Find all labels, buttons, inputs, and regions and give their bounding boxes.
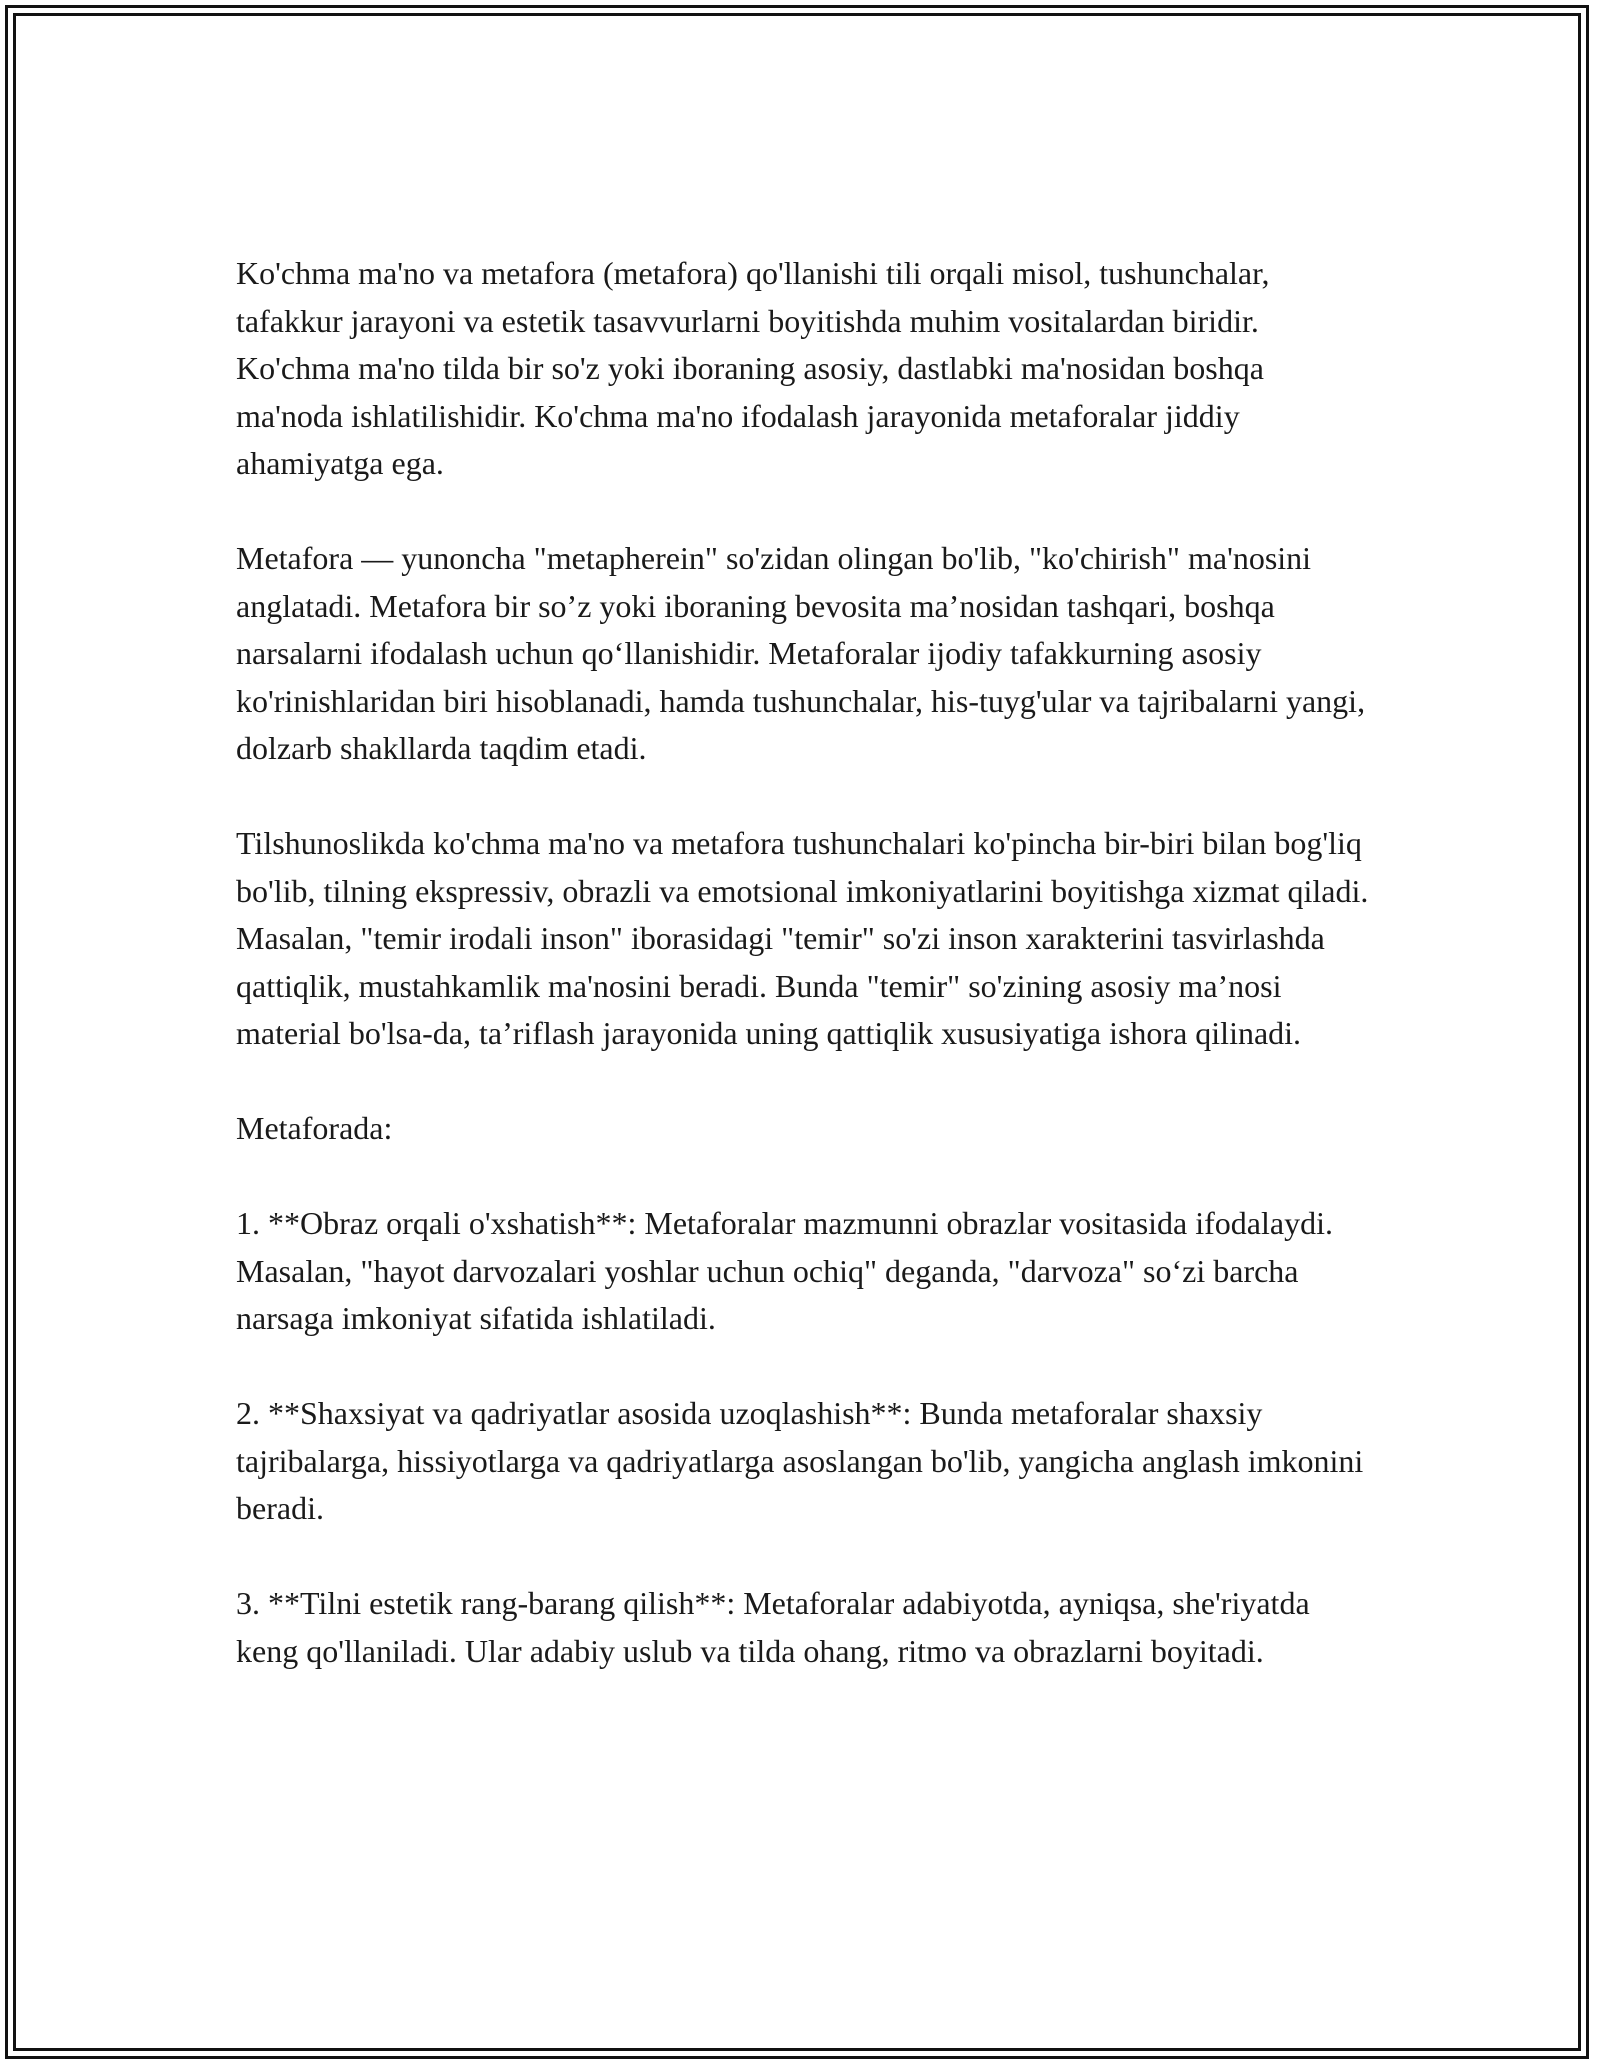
paragraph-list-heading: Metaforada:	[236, 1110, 393, 1146]
paragraph-intro: Ko'chma ma'no va metafora (metafora) qo'llanishi tili orqali misol, tushunchalar, tafakkur jarayoni va estetik tasavvurlarni boyitishda muhim vositalardan biridir. Ko'chma ma'no tilda bir so'z yoki iboraning asosiy, dastlabki ma'nosidan boshqa ma'noda ishlatilishidir. Ko'chma ma'no ifodalash jarayonida metaforalar jiddiy ahamiyatga ega.	[236, 255, 1270, 481]
list-item-2: 2. **Shaxsiyat va qadriyatlar asosida uzoqlashish**: Bunda metaforalar shaxsiy tajribalarga, hissiyotlarga va qadriyatlarga asoslangan bo'lib, yangicha anglash imkonini beradi.	[236, 1395, 1364, 1526]
list-item-3: 3. **Tilni estetik rang-barang qilish**: Metaforalar adabiyotda, ayniqsa, she'riyatda keng qo'llaniladi. Ular adabiy uslub va tilda ohang, ritmo va obrazlarni boyitadi.	[236, 1585, 1310, 1669]
document-body	[236, 250, 1376, 1723]
paragraph-metafora-definition: Metafora — yunoncha "metapherein" so'zidan olingan bo'lib, "ko'chirish" ma'nosini anglatadi. Metafora bir so’z yoki iboraning bevosita ma’nosidan tashqari, boshqa narsalarni ifodalash uchun qo‘llanishidir. Metaforalar ijodiy tafakkurning asosiy ko'rinishlaridan biri hisoblanadi, hamda tushunchalar, his-tuyg'ular va tajribalarni yangi, dolzarb shakllarda taqdim etadi.	[236, 540, 1366, 766]
paragraph-linguistics: Tilshunoslikda ko'chma ma'no va metafora tushunchalari ko'pincha bir-biri bilan bog'liq bo'lib, tilning ekspressiv, obrazli va emotsional imkoniyatlarini boyitishga xizmat qiladi. Masalan, "temir irodali inson" iborasidagi "temir" so'zi inson xarakterini tasvirlashda qattiqlik, mustahkamlik ma'nosini beradi. Bunda "temir" so'zining asosiy ma’nosi material bo'lsa-da, ta’riflash jarayonida uning qattiqlik xususiyatiga ishora qilinadi.	[236, 825, 1369, 1051]
list-item-1: 1. **Obraz orqali o'xshatish**: Metaforalar mazmunni obrazlar vositasida ifodalaydi. Masalan, "hayot darvozalari yoshlar uchun ochiq" deganda, "darvoza" so‘zi barcha narsaga imkoniyat sifatida ishlatiladi.	[236, 1205, 1333, 1336]
